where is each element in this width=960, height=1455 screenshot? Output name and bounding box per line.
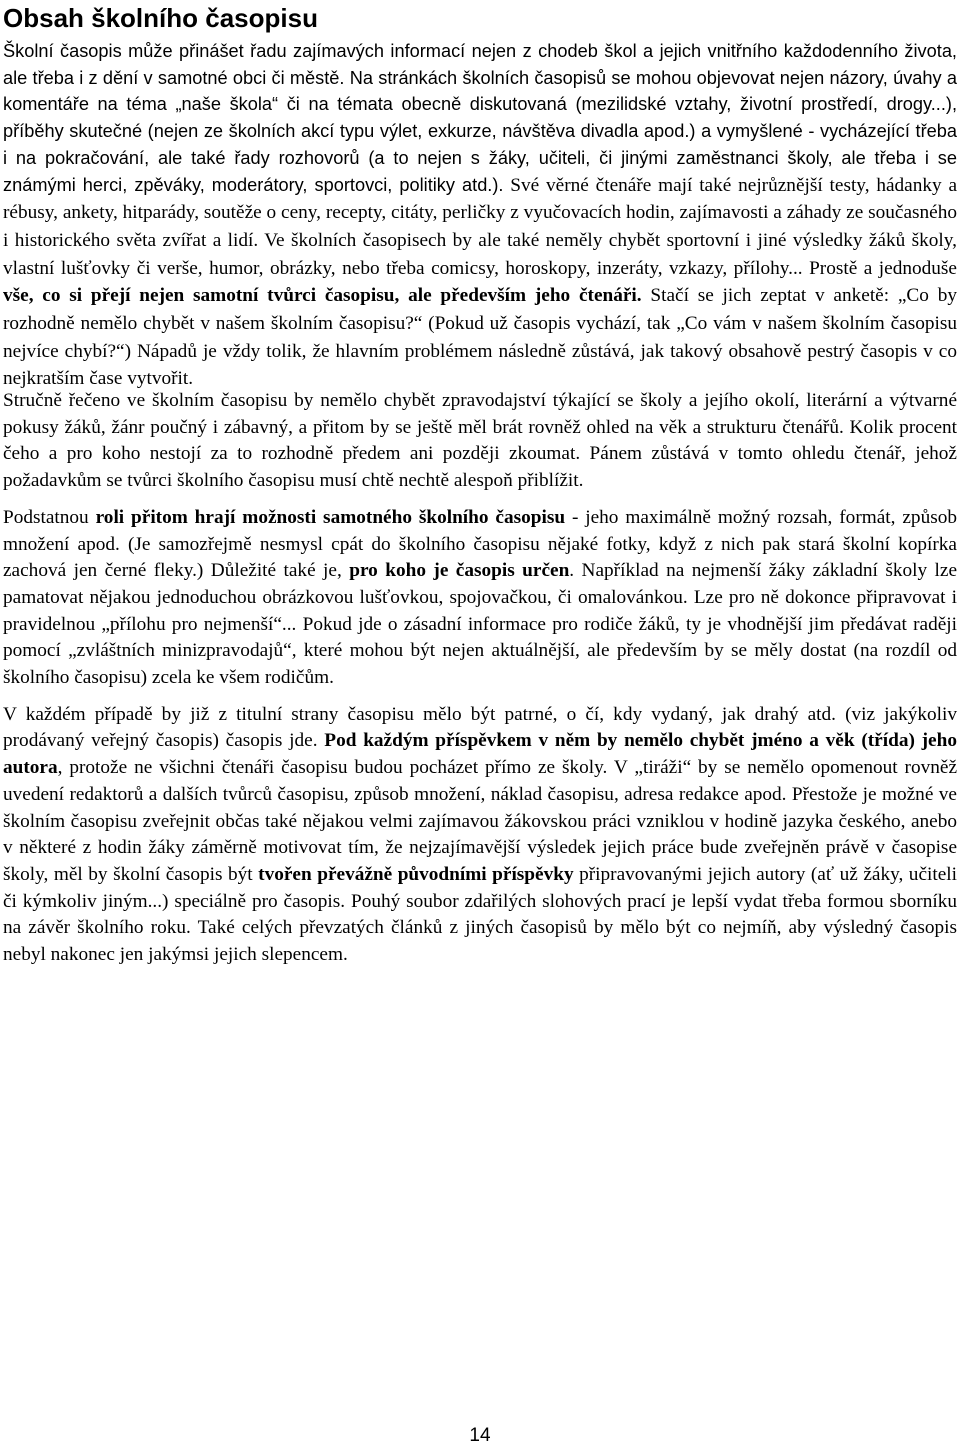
paragraph-4-bold-1: Pod každým příspěvkem v něm by nemělo chybět jméno a věk (třída) jeho autora xyxy=(3,730,957,779)
paragraph-4-text-a: V každém případě by již z titulní strany časopisu mělo být patrné, o čí, kdy vydaný, jak drahý atd. (viz jakýkoliv prodávaný veřejný časopis) časopis jde. xyxy=(3,703,957,752)
paragraph-1 xyxy=(3,38,958,390)
paragraph-1-text-d: Stačí se jich zeptat v anketě: „Co by rozhodně nemělo chybět v našem školním časopisu?“ (Pokud už časopis vychází, tak „Co vám v našem školním časopisu nejvíce chybí?“) Nápadů je vždy tolik, že hlavním problémem následně zůstává, jak takový obsahově pestrý časopis v co nejkratším čase vytvořit. xyxy=(3,285,957,390)
paragraph-3-text-e: . Například na nejmenší žáky základní školy lze pamatovat nějakou jednoduchou obrázkovou lušťovkou, spojovačkou, či omalovánkou. Lze pro ně dokonce připravovat i pravidelnou „přílohu pro nejmenší“... Pokud jde o zásadní informace pro rodiče žáků, ty je vhodnější jim předávat raději pomocí „zvláštních minizpravodajů“, které mohou být nejen aktuálnější, ale především by se měly dostat (na rozdíl od školního časopisu) zcela ke všem rodičům. xyxy=(3,560,958,689)
paragraph-4 xyxy=(3,702,957,969)
paragraph-3-text-c: - jeho maximálně možný rozsah, formát, způsob množení apod. (Je samozřejmě nesmysl cpát do školního časopisu nějaké fotky, když z nich pak stará školní kopírka zachová jen černé fleky.) Důležité také je, xyxy=(3,506,957,582)
paragraph-4-text-c: , protože ne všichni čtenáři časopisu budou pocházet přímo ze školy. V „tiráži“ by se nemělo opomenout rovněž uvedení redaktorů a dalších tvůrců časopisu, způsob množení, náklad časopisu, adresa redakce apod. Přestože je možné ve školním časopisu zveřejnit občas také nějakou velmi zajímavou žákovskou práci vzniklou v hodině jazyka českého, anebo v některé z hodin žáky záměrně motivovat tím, že nejzajímavější výsledek jejich práce bude zveřejněn právě v časopise školy, měl by školní časopis být xyxy=(3,757,957,885)
paragraph-4-text-e: připravovanými jejich autory (ať už žáky, učiteli či kýmkoliv jiným...) speciálně pro časopis. Pouhý soubor zdařilých slohových prací je lepší vydat třeba formou sborníku na závěr školního roku. Také celých převzatých článků z jiných časopisů by mělo být co nejmíň, aby výsledný časopis nebyl nakonec jen jakýmsi jejich slepencem. xyxy=(3,863,957,966)
paragraph-2: Stručně řečeno ve školním časopisu by nemělo chybět zpravodajství týkající se školy a jejího okolí, literární a výtvarné pokusy žáků, žánr poučný i zábavný, a přitom by se ještě měl brát rovněž ohled na věk a strukturu čtenářů. Kolik procent čeho a pro koho nestojí za to rozhodně předem ani později zkoumat. Pánem zůstává v tomto ohledu čtenář, jehož požadavkům se tvůrci školního časopisu musí chtě nechtě alespoň přiblížit. xyxy=(3,390,957,492)
paragraph-1-text-a: Školní časopis může přinášet řadu zajímavých informací nejen z chodeb škol a jejich vnitřního každodenního života, ale třeba i z dění v samotné obci či městě. Na stránkách školních časopisů se mohou objevovat nejen názory, úvahy a komentáře na téma „naše škola“ či na témata obecně diskutovaná (mezilidské vztahy, životní prostředí, drogy...), příběhy skutečné (nejen ze školních akcí typu výlet, exkurze, návštěva divadla apod.) a vymyšlené - vycházející třeba i na pokračování, ale také řady rozhovorů (a to nejen s žáky, učiteli, či jinými zaměstnanci školy, ale třeba i se známými herci, zpěváky, moderátory, sportovci, politiky atd.). xyxy=(3,41,957,195)
paragraph-3 xyxy=(3,505,957,692)
page-title: Obsah školního časopisu xyxy=(3,3,318,33)
paragraph-1-bold: vše, co si přejí nejen samotní tvůrci časopisu, ale především jeho čtenáři. xyxy=(3,285,642,307)
page-number: 14 xyxy=(469,1425,491,1446)
paragraph-3-text-a: Podstatnou xyxy=(3,506,96,528)
paragraph-3-bold-2: pro koho je časopis určen xyxy=(349,560,570,582)
paragraph-1-text-b: Své věrné čtenáře mají také nejrůznější testy, hádanky a rébusy, ankety, hitparády, soutěže o ceny, recepty, citáty, perličky z vyučovacích hodin, zajímavosti a záhady ze současného i historického světa zvířat a lidí. Ve školních časopisech by ale také neměly chybět sportovní i jiné výsledky žáků školy, vlastní lušťovky či verše, humor, obrázky, nebo třeba comicsy, horoskopy, inzeráty, vzkazy, přílohy... Prostě a jednoduše xyxy=(3,174,958,279)
document-page xyxy=(3,0,957,969)
paragraph-4-bold-2: tvořen převážně původními příspěvky xyxy=(258,863,574,885)
paragraph-3-bold-1: roli přitom hrají možnosti samotného školního časopisu xyxy=(95,506,566,528)
